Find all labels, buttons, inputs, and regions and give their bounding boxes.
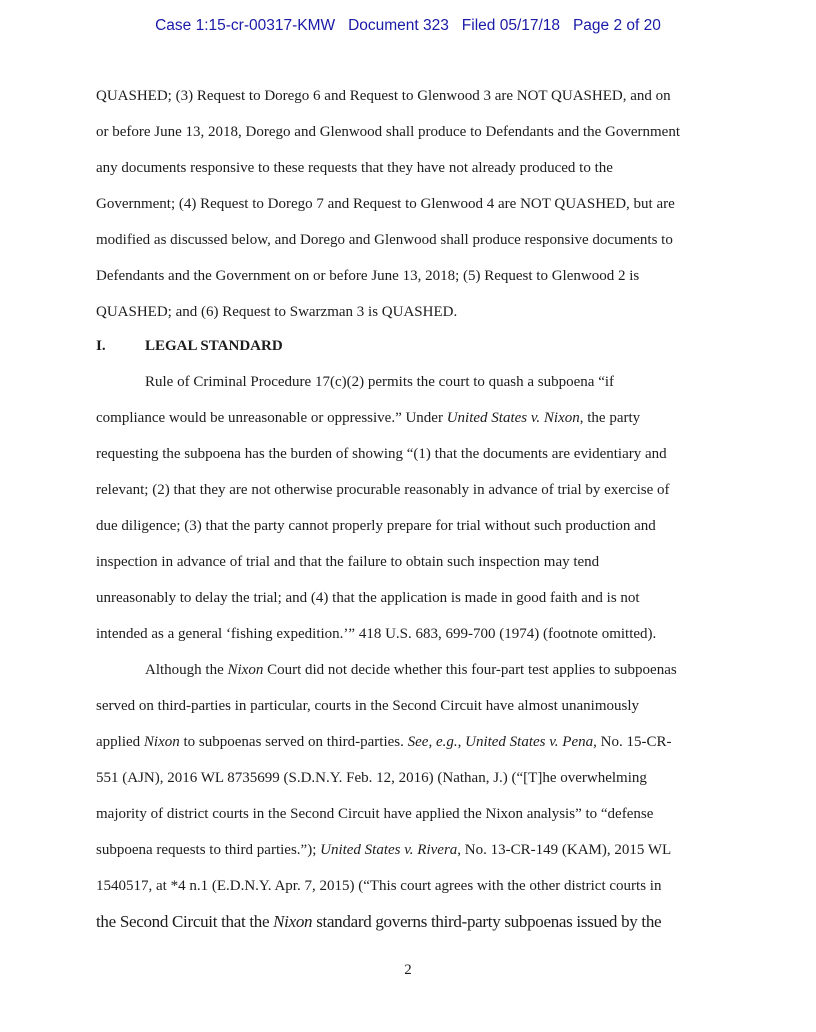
header-case-number: Case 1:15-cr-00317-KMW: [155, 17, 336, 34]
text-line: [96, 728, 726, 764]
text-line: QUASHED; and (6) Request to Swarzman 3 is QUASHED.: [96, 304, 458, 320]
text-line: intended as a general ‘fishing expedition.’” 418 U.S. 683, 699-700 (1974) (footnote omitted).: [96, 626, 657, 642]
text-line: majority of district courts in the Second Circuit have applied the Nixon analysis” to “defense: [96, 806, 654, 822]
text-line: 1540517, at *4 n.1 (E.D.N.Y. Apr. 7, 2015) (“This court agrees with the other district courts in: [96, 878, 662, 894]
text-line: Defendants and the Government on or before June 13, 2018; (5) Request to Glenwood 2 is: [96, 268, 640, 284]
text-span: standard governs third-party subpoenas issued by the: [312, 912, 662, 931]
case-citation: United States v. Nixon: [446, 410, 580, 426]
paragraph-legal-standard: [96, 368, 726, 656]
text-line: Rule of Criminal Procedure 17(c)(2) permits the court to quash a subpoena “if: [145, 374, 615, 390]
text-span: to subpoenas served on third-parties.: [179, 734, 408, 750]
text-span: , No. 13-CR-149 (KAM), 2015 WL: [457, 842, 672, 858]
document-body: [96, 82, 726, 944]
text-span: Although the: [145, 662, 228, 678]
case-citation: Nixon: [227, 662, 264, 678]
section-heading: [96, 334, 726, 368]
text-line: [96, 656, 726, 692]
text-line: 551 (AJN), 2016 WL 8735699 (S.D.N.Y. Feb. 12, 2016) (Nathan, J.) (“[T]he overwhelming: [96, 770, 647, 786]
text-span: applied: [96, 734, 144, 750]
page-number: 2: [404, 962, 412, 978]
text-line: modified as discussed below, and Dorego and Glenwood shall produce responsive documents to: [96, 232, 673, 248]
header-document-number: Document 323: [348, 17, 449, 34]
text-line: due diligence; (3) that the party cannot properly prepare for trial without such production and: [96, 518, 656, 534]
text-span: subpoena requests to third parties.”);: [96, 842, 321, 858]
section-title: LEGAL STANDARD: [145, 338, 283, 354]
text-line: relevant; (2) that they are not otherwise procurable reasonably in advance of trial by exercise of: [96, 482, 670, 498]
text-span: , No. 15-CR-: [593, 734, 672, 750]
text-line: Government; (4) Request to Dorego 7 and Request to Glenwood 4 are NOT QUASHED, but are: [96, 196, 675, 212]
text-span: compliance would be unreasonable or oppressive.” Under: [96, 410, 447, 426]
case-citation: Nixon: [273, 912, 313, 931]
text-line: QUASHED; (3) Request to Dorego 6 and Request to Glenwood 3 are NOT QUASHED, and on: [96, 88, 671, 104]
case-citation: United States v. Rivera: [320, 842, 458, 858]
case-header: [0, 17, 816, 35]
text-line: any documents responsive to these requests that they have not already produced to the: [96, 160, 613, 176]
text-span: Court did not decide whether this four-part test applies to subpoenas: [263, 662, 677, 678]
text-line: or before June 13, 2018, Dorego and Glenwood shall produce to Defendants and the Government: [96, 124, 681, 140]
text-line: requesting the subpoena has the burden of showing “(1) that the documents are evidentiary and: [96, 446, 667, 462]
text-span: the Second Circuit that the: [96, 912, 274, 931]
text-line: unreasonably to delay the trial; and (4) that the application is made in good faith and is not: [96, 590, 640, 606]
text-line: served on third-parties in particular, courts in the Second Circuit have almost unanimously: [96, 698, 640, 714]
case-citation: United States v. Pena: [465, 734, 594, 750]
text-span: , the party: [579, 410, 641, 426]
text-span: ,: [457, 734, 466, 750]
text-line: inspection in advance of trial and that the failure to obtain such inspection may tend: [96, 554, 600, 570]
paragraph-second-circuit: [96, 656, 726, 944]
text-line: [96, 404, 726, 440]
case-citation: Nixon: [143, 734, 180, 750]
section-number: I.: [96, 338, 106, 354]
header-filed-date: Filed 05/17/18: [461, 17, 561, 34]
text-line: [96, 836, 726, 872]
text-line: [96, 908, 726, 944]
header-page-count: Page 2 of 20: [572, 17, 661, 34]
paragraph-order-continuation: [96, 82, 726, 334]
signal-phrase: See, e.g.: [407, 734, 458, 750]
